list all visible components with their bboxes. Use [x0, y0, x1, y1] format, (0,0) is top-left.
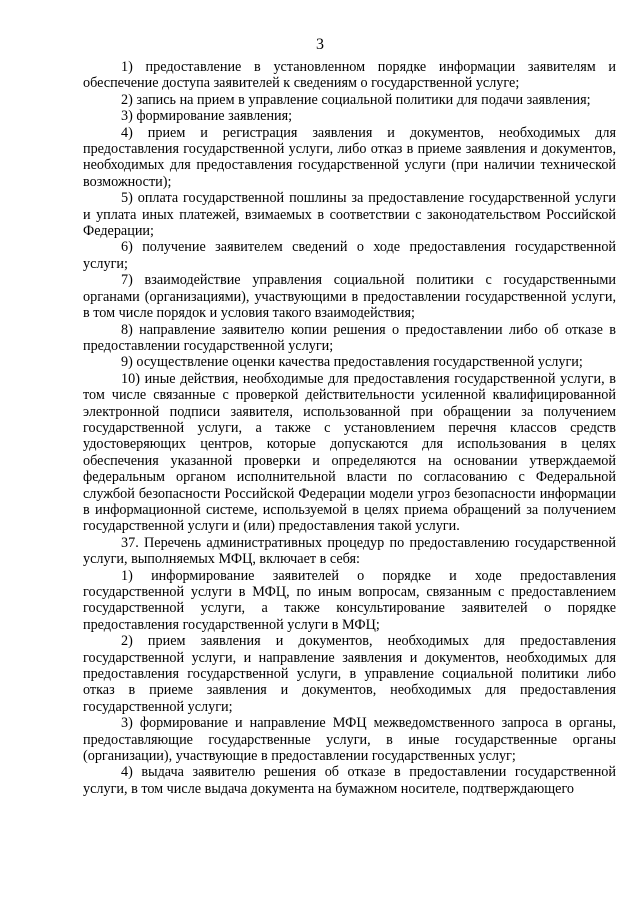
list-item-7: 7) взаимодействие управления социальной политики с государственными органами (организациями), участвующими в предоставлении государственной услуги, в том числе порядок и условия такого взаимодействия; [83, 272, 616, 322]
list-item-1: 1) предоставление в установленном порядке информации заявителям и обеспечение доступа заявителей к сведениям о государственной услуге; [83, 59, 616, 92]
list-item-6: 6) получение заявителем сведений о ходе предоставления государственной услуги; [83, 239, 616, 272]
document-body [83, 59, 616, 797]
mfc-list-item-3: 3) формирование и направление МФЦ межведомственного запроса в органы, предоставляющие государственные услуги, в иные государственные органы (организации), участвующие в предоставлении государственных услуг; [83, 715, 616, 765]
list-item-4: 4) прием и регистрация заявления и документов, необходимых для предоставления государственной услуги, либо отказ в приеме заявления и документов, необходимых для предоставления государственной услуги (при наличии технической возможности); [83, 124, 616, 190]
mfc-list-item-1: 1) информирование заявителей о порядке и ходе предоставления государственной услуги в МФЦ, по иным вопросам, связанным с предоставлением государственной услуги, а также консультирование заявителей о порядке предоставления государственной услуги в МФЦ; [83, 567, 616, 633]
list-item-3: 3) формирование заявления; [121, 108, 293, 125]
list-item-8: 8) направление заявителю копии решения о предоставлении либо об отказе в предоставлении государственной услуги; [83, 321, 616, 354]
section-37-heading: 37. Перечень административных процедур по предоставлению государственной услуги, выполняемых МФЦ, включает в себя: [83, 534, 616, 568]
list-item-9: 9) осуществление оценки качества предоставления государственной услуги; [121, 354, 583, 371]
list-item-5: 5) оплата государственной пошлины за предоставление государственной услуги и уплата иных платежей, взимаемых в соответствии с законодательством Российской Федерации; [83, 190, 616, 240]
page-number: 3 [316, 36, 324, 53]
list-item-10: 10) иные действия, необходимые для предоставления государственной услуги, в том числе связанные с проверкой действительности усиленной квалифицированной электронной подписи заявителя, использованной при обращении за получением государственной услуги, а также с установлением перечня классов средств удостоверяющих центров, которые допускаются для использования в целях обеспечения указанной проверки и определяются на основании утверждаемой федеральным органом исполнительной власти по согласованию с Федеральной службой безопасности Российской Федерации модели угроз безопасности информации в информационной системе, используемой в целях приема обращений за получением государственной услуги и (или) предоставления такой услуги. [83, 370, 616, 535]
mfc-list-item-2: 2) прием заявления и документов, необходимых для предоставления государственной услуги, и направление заявления и документов, необходимых для предоставления государственной услуги, в управление социальной политики либо отказ в приеме заявления и документов, необходимых для предоставления государственной услуги; [83, 633, 616, 715]
mfc-list-item-4: 4) выдача заявителю решения об отказе в предоставлении государственной услуги, в том числе выдача документа на бумажном носителе, подтверждающего [83, 764, 616, 797]
list-item-2: 2) запись на прием в управление социальной политики для подачи заявления; [121, 91, 591, 108]
